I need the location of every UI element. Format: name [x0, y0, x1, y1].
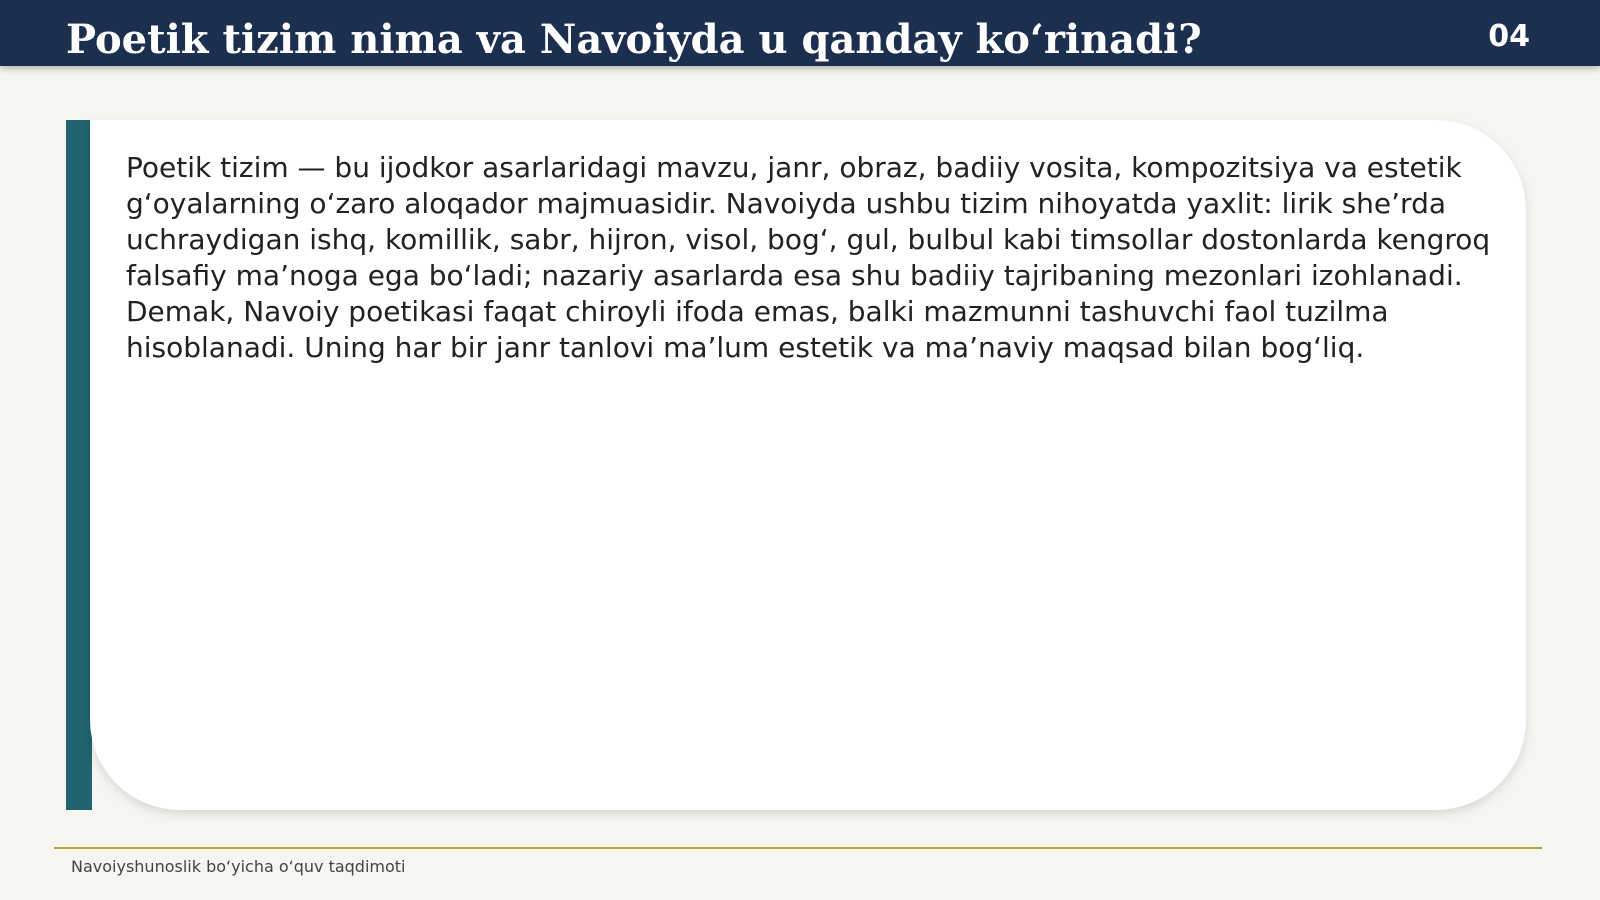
header-bar: [0, 0, 1600, 66]
footer-caption: Navoiyshunoslik bo‘yicha o‘quv taqdimoti: [71, 857, 406, 876]
content-card: [90, 120, 1526, 810]
slide-title: Poetik tizim nima va Navoiyda u qanday ko‘rinadi?: [66, 16, 1202, 63]
slide-number: 04: [1488, 19, 1530, 54]
footer-divider: [54, 847, 1542, 849]
body-paragraph: Poetik tizim — bu ijodkor asarlaridagi mavzu, janr, obraz, badiiy vosita, kompozitsiya va estetik g‘oyalarning o‘zaro aloqador majmuasidir. Navoiyda ushbu tizim nihoyatda yaxlit: lirik she’rda uchraydigan ishq, komillik, sabr, hijron, visol, bog‘, gul, bulbul kabi timsollar dostonlarda kengroq falsafiy ma’noga ega bo‘ladi; nazariy asarlarda esa shu badiiy tajribaning mezonlari izohlanadi. Demak, Navoiy poetikasi faqat chiroyli ifoda emas, balki mazmunni tashuvchi faol tuzilma hisoblanadi. Uning har bir janr tanlovi ma’lum estetik va ma’naviy maqsad bilan bog‘liq.: [126, 151, 1491, 364]
accent-bar: [66, 120, 92, 810]
